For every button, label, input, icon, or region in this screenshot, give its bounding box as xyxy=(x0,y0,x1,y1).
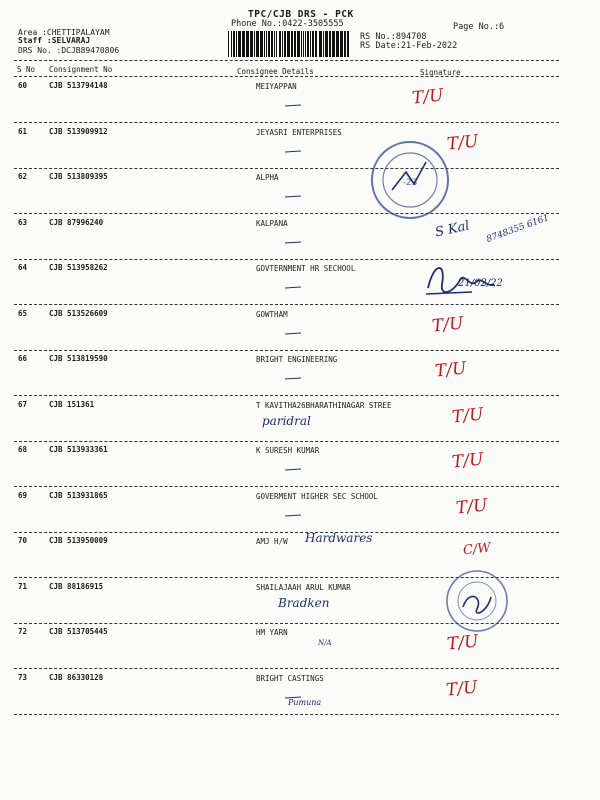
row-serial-number: 61 xyxy=(18,127,28,136)
page-number: Page No.:6 xyxy=(453,22,505,32)
row-serial-number: 69 xyxy=(18,491,28,500)
row-consignment-number: CJB 513950009 xyxy=(49,536,108,545)
row-serial-number: 65 xyxy=(18,309,28,318)
row-consignee-name: SHAILAJAAH ARUL KUMAR xyxy=(256,583,351,592)
handwritten-phone: 8748355 6161 xyxy=(485,213,551,245)
row-divider xyxy=(14,532,559,533)
row-tick-mark xyxy=(285,150,301,152)
col-header-consignee: Consignee Details xyxy=(237,67,314,76)
row-divider xyxy=(14,714,559,715)
row-tick-mark xyxy=(285,195,301,197)
row-consignee-name: GOVTERNMENT HR SECHOOL xyxy=(256,264,356,273)
row-signature-mark: T/U xyxy=(446,131,480,155)
row-consignment-number: CJB 513809395 xyxy=(49,172,108,181)
row-signature-mark: T/U xyxy=(451,404,485,428)
row-tick-mark xyxy=(285,286,301,288)
row-serial-number: 67 xyxy=(18,400,28,409)
row-consignee-name: BRIGHT CASTINGS xyxy=(256,674,324,683)
row-divider xyxy=(14,168,559,169)
row-divider xyxy=(14,668,559,669)
row-consignment-number: CJB 513794148 xyxy=(49,81,108,90)
col-header-sno: S No xyxy=(17,65,36,74)
row-consignee-name: T KAVITHA26BHARATHINAGAR STREE xyxy=(256,401,392,410)
row-divider xyxy=(14,395,559,396)
row-handwritten-note: N/A xyxy=(318,639,332,647)
row-signature-mark: C/W xyxy=(462,540,492,559)
row-consignment-number: CJB 513931865 xyxy=(49,491,108,500)
row-consignee-name: ALPHA xyxy=(256,173,279,182)
row-serial-number: 60 xyxy=(18,81,28,90)
row-divider xyxy=(14,441,559,442)
company-stamp-round xyxy=(443,567,511,635)
row-consignee-name: BRIGHT ENGINEERING xyxy=(256,355,338,364)
row-consignment-number: CJB 87996240 xyxy=(49,218,104,227)
row-consignee-name: MEIYAPPAN xyxy=(256,82,297,91)
row-divider xyxy=(14,213,559,214)
handwritten-date: 21/02/22 xyxy=(458,278,503,289)
row-consignment-number: CJB 88186915 xyxy=(49,582,104,591)
row-consignment-number: CJB 151361 xyxy=(49,400,95,409)
row-consignment-number: CJB 86330128 xyxy=(49,673,104,682)
row-serial-number: 71 xyxy=(18,582,28,591)
handwritten-note: Pumuna xyxy=(288,698,322,707)
row-tick-mark xyxy=(285,104,301,106)
row-tick-mark xyxy=(285,514,301,516)
column-divider xyxy=(14,76,559,77)
row-signature-mark: T/U xyxy=(451,449,485,473)
row-signature-mark: T/U xyxy=(434,358,468,382)
row-consignee-name: HM YARN xyxy=(256,628,288,637)
row-consignment-number: CJB 513909912 xyxy=(49,127,108,136)
row-serial-number: 72 xyxy=(18,627,28,636)
row-consignee-name: JEYASRI ENTERPRISES xyxy=(256,128,342,137)
row-consignee-name: AMJ H/W xyxy=(256,537,288,546)
staff-label: Staff :SELVARAJ xyxy=(18,36,91,45)
area-label: Area :CHETTIPALAYAM xyxy=(18,28,110,37)
row-consignment-number: CJB 513526609 xyxy=(49,309,108,318)
row-consignee-name: GOWTHAM xyxy=(256,310,288,319)
rs-date: RS Date:21-Feb-2022 xyxy=(360,41,458,51)
document-title: TPC/CJB DRS - PCK xyxy=(248,9,354,20)
row-serial-number: 73 xyxy=(18,673,28,682)
row-handwritten-note: Bradken xyxy=(278,596,330,610)
row-serial-number: 62 xyxy=(18,172,28,181)
row-handwritten-note: paridral xyxy=(262,414,311,428)
row-handwritten-note: Hardwares xyxy=(305,531,373,545)
row-tick-mark xyxy=(285,332,301,334)
handwritten-name: S Kal xyxy=(433,218,471,241)
row-consignment-number: CJB 513705445 xyxy=(49,627,108,636)
row-serial-number: 68 xyxy=(18,445,28,454)
barcode xyxy=(228,31,352,57)
row-consignment-number: CJB 513819590 xyxy=(49,354,108,363)
col-header-consignment: Consignment No xyxy=(49,65,113,74)
svg-text:-23: -23 xyxy=(402,178,418,188)
row-signature-mark: T/U xyxy=(411,85,445,109)
row-divider xyxy=(14,122,559,123)
courier-stamp-round xyxy=(368,138,452,222)
row-consignee-name: K SURESH KUMAR xyxy=(256,446,320,455)
phone-number: Phone No.:0422-3505555 xyxy=(231,19,344,29)
row-consignment-number: CJB 513958262 xyxy=(49,263,108,272)
rs-number: RS No.:894708 xyxy=(360,32,427,42)
row-signature-mark: T/U xyxy=(455,495,489,519)
row-tick-mark xyxy=(285,377,301,379)
row-tick-mark xyxy=(285,468,301,470)
row-serial-number: 66 xyxy=(18,354,28,363)
row-consignee-name: KALPANA xyxy=(256,219,288,228)
row-consignment-number: CJB 513933361 xyxy=(49,445,108,454)
header-divider xyxy=(14,60,559,61)
row-consignee-name: GOVERMENT HIGHER SEC SCHOOL xyxy=(256,492,378,501)
row-divider xyxy=(14,350,559,351)
row-serial-number: 63 xyxy=(18,218,28,227)
col-header-signature: Signature xyxy=(420,68,461,77)
row-divider xyxy=(14,486,559,487)
row-serial-number: 64 xyxy=(18,263,28,272)
row-tick-mark xyxy=(285,241,301,243)
drs-number: DRS No. :DCJB89470806 xyxy=(18,46,120,55)
row-signature-mark: T/U xyxy=(446,631,480,655)
row-serial-number: 70 xyxy=(18,536,28,545)
row-signature-mark: T/U xyxy=(445,677,479,701)
row-signature-mark: T/U xyxy=(431,313,465,337)
